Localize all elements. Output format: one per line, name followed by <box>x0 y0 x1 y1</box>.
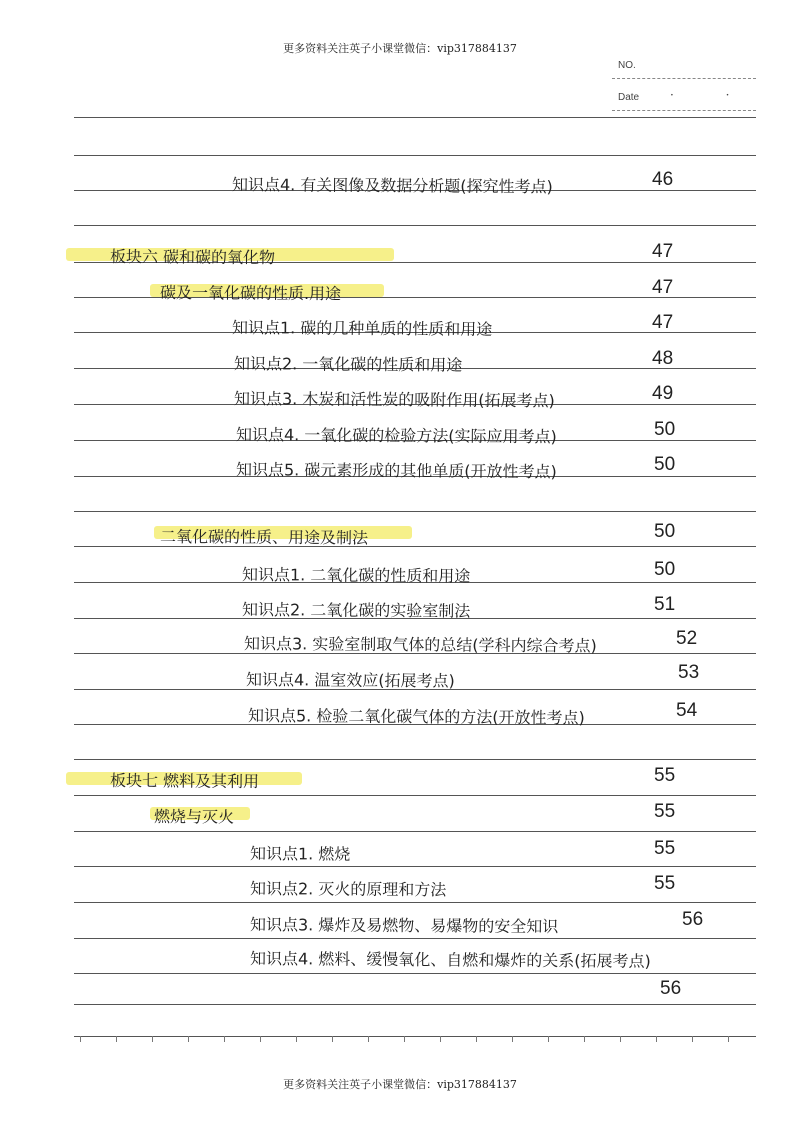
toc-entry-text: 知识点3. 爆炸及易燃物、易爆物的安全知识 <box>249 915 559 937</box>
toc-page-number: 55 <box>654 801 676 822</box>
toc-entry-text: 知识点5. 检验二氧化碳气体的方法(开放性考点) <box>247 706 585 728</box>
toc-page-number: 52 <box>676 628 698 649</box>
ruled-line <box>74 831 756 832</box>
toc-page-number: 49 <box>652 383 674 404</box>
toc-entry-text: 知识点3. 木炭和活性炭的吸附作用(拓展考点) <box>233 389 555 411</box>
watermark-bottom: 更多资料关注英子小课堂微信：vip317884137 <box>283 1078 517 1091</box>
toc-topic-title: 碳及一氧化碳的性质.用途 <box>159 283 342 304</box>
no-dashed-line <box>612 78 756 79</box>
ruled-line <box>74 866 756 867</box>
ruled-line <box>74 1004 756 1005</box>
toc-entry-text: 知识点1. 二氧化碳的性质和用途 <box>241 565 471 586</box>
ruled-line <box>74 225 756 226</box>
toc-entry-text: 知识点1. 燃烧 <box>249 844 351 864</box>
date-dashed-line <box>612 110 756 111</box>
toc-page-number: 46 <box>652 169 674 190</box>
toc-page-number: 56 <box>660 978 682 999</box>
toc-entry-text: 知识点4. 有关图像及数据分析题(探究性考点) <box>231 175 553 197</box>
toc-entry-text: 知识点2. 二氧化碳的实验室制法 <box>241 600 471 621</box>
ruled-line <box>74 938 756 939</box>
toc-page-number: 55 <box>654 873 676 894</box>
toc-page-number: 48 <box>652 348 674 369</box>
toc-page-number: 53 <box>678 662 700 683</box>
toc-topic-title: 二氧化碳的性质、用途及制法 <box>159 527 369 548</box>
toc-page-number: 47 <box>652 277 674 298</box>
toc-entry-text: 知识点2. 灭火的原理和方法 <box>249 879 447 900</box>
toc-page-number: 55 <box>654 765 676 786</box>
ruler-ticks <box>80 1036 756 1042</box>
toc-page-number: 50 <box>654 559 676 580</box>
toc-entry-text: 知识点3. 实验室制取气体的总结(学科内综合考点) <box>243 634 597 656</box>
toc-entry-text: 知识点4. 燃料、缓慢氧化、自燃和爆炸的关系(拓展考点) <box>249 949 651 971</box>
toc-page-number: 50 <box>654 454 676 475</box>
toc-topic-title: 燃烧与灭火 <box>153 807 235 827</box>
toc-entry-text: 知识点1. 碳的几种单质的性质和用途 <box>231 318 493 339</box>
ruled-line <box>74 511 756 512</box>
toc-page-number: 55 <box>654 838 676 859</box>
date-dots: · · <box>670 88 754 102</box>
toc-entry-text: 知识点4. 温室效应(拓展考点) <box>245 670 455 691</box>
toc-entry-text: 知识点5. 碳元素形成的其他单质(开放性考点) <box>235 460 557 482</box>
ruled-line <box>74 795 756 796</box>
toc-page-number: 50 <box>654 419 676 440</box>
ruled-line <box>74 117 756 118</box>
toc-section-title: 板块六 碳和碳的氧化物 <box>109 247 276 268</box>
ruled-line <box>74 759 756 760</box>
toc-page-number: 47 <box>652 241 674 262</box>
toc-entry-text: 知识点2. 一氧化碳的性质和用途 <box>233 354 463 375</box>
ruled-line <box>74 902 756 903</box>
watermark-top: 更多资料关注英子小课堂微信：vip317884137 <box>283 42 517 55</box>
ruled-line <box>74 973 756 974</box>
toc-page-number: 56 <box>682 909 704 930</box>
notebook-no-label: NO. <box>618 60 636 71</box>
toc-page-number: 51 <box>654 594 676 615</box>
toc-page-number: 50 <box>654 521 676 542</box>
toc-page-number: 54 <box>676 700 698 721</box>
ruled-line <box>74 155 756 156</box>
toc-section-title: 板块七 燃料及其利用 <box>109 771 260 792</box>
notebook-date-label: Date <box>618 92 640 103</box>
toc-page-number: 47 <box>652 312 674 333</box>
toc-entry-text: 知识点4. 一氧化碳的检验方法(实际应用考点) <box>235 425 557 447</box>
